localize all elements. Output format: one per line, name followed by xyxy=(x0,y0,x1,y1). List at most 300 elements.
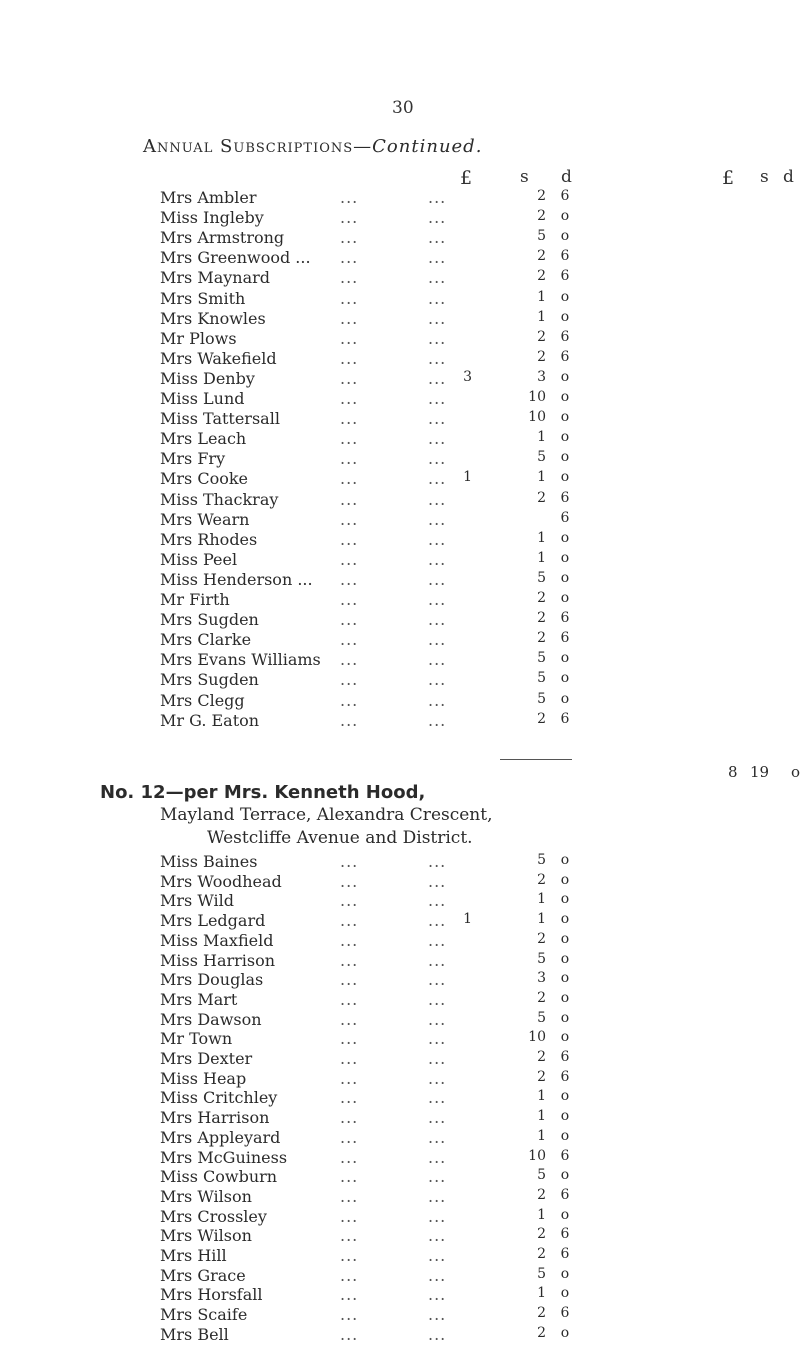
leader-dots: ... xyxy=(340,1226,359,1246)
amount-shillings: 5 xyxy=(537,1167,546,1184)
amount-shillings: 3 xyxy=(537,368,546,385)
subscriber-name: Miss Peel xyxy=(160,549,238,569)
page-number: 30 xyxy=(392,98,414,118)
amount-pence: 6 xyxy=(560,248,570,265)
leader-dots: ... xyxy=(340,1324,359,1344)
subscriber-name: Mrs Ledgard xyxy=(160,911,266,931)
total-rule xyxy=(500,759,572,760)
leader-dots: ... xyxy=(428,650,447,670)
amount-shillings: 2 xyxy=(537,268,546,285)
subscriber-name: Mr G. Eaton xyxy=(160,710,260,730)
list-item xyxy=(0,970,801,990)
amount-shillings: 2 xyxy=(537,1049,546,1065)
amount-pence: 6 xyxy=(560,710,570,727)
subscriber-name: Mrs Fry xyxy=(160,449,226,469)
amount-pence: o xyxy=(560,1167,570,1184)
subscriber-name: Mrs Sugden xyxy=(160,610,259,630)
list-item xyxy=(0,570,801,590)
subscriber-name: Mrs Leach xyxy=(160,429,247,449)
subscriber-name: Mrs Clarke xyxy=(160,630,252,650)
amount-shillings: 1 xyxy=(537,1088,546,1105)
amount-pence: 6 xyxy=(560,1147,570,1164)
leader-dots: ... xyxy=(428,1226,447,1246)
subscriber-name: Miss Cowburn xyxy=(160,1167,278,1187)
col-head-total-pound: £ xyxy=(722,167,735,189)
leader-dots: ... xyxy=(340,469,359,489)
leader-dots: ... xyxy=(428,268,447,288)
list-item xyxy=(0,268,801,288)
leader-dots: ... xyxy=(428,569,447,589)
subscriber-name: Miss Heap xyxy=(160,1068,247,1088)
amount-pence: o xyxy=(560,852,570,868)
leader-dots: ... xyxy=(340,248,359,268)
list-item xyxy=(0,248,801,268)
leader-dots: ... xyxy=(340,529,359,549)
subscriber-name: Mr Town xyxy=(160,1029,233,1049)
leader-dots: ... xyxy=(428,1108,447,1128)
leader-dots: ... xyxy=(428,930,447,950)
amount-pence: o xyxy=(560,228,570,245)
amount-pence: o xyxy=(560,891,570,908)
list-item xyxy=(0,550,801,570)
section-title: No. 12—per Mrs. Kenneth Hood, xyxy=(100,782,426,803)
leader-dots: ... xyxy=(428,1324,447,1344)
subscriber-name: Mrs Wakefield xyxy=(160,348,277,368)
leader-dots: ... xyxy=(428,1147,447,1167)
leader-dots: ... xyxy=(428,950,447,970)
leader-dots: ... xyxy=(340,650,359,670)
list-item xyxy=(0,1285,801,1305)
amount-shillings: 1 xyxy=(537,891,546,908)
amount-pence: o xyxy=(560,1029,570,1046)
amount-pence: o xyxy=(560,368,570,385)
amount-pence: o xyxy=(560,1088,570,1105)
leader-dots: ... xyxy=(340,852,359,871)
amount-pence: 6 xyxy=(560,630,570,647)
leader-dots: ... xyxy=(428,1127,447,1147)
amount-pence: o xyxy=(560,950,570,967)
amount-shillings: 10 xyxy=(528,1029,546,1046)
list-item xyxy=(0,1187,801,1207)
amount-pounds: 3 xyxy=(463,368,472,385)
subscriber-name: Miss Tattersall xyxy=(160,409,280,429)
leader-dots: ... xyxy=(340,1127,359,1147)
leader-dots: ... xyxy=(340,950,359,970)
amount-shillings: 5 xyxy=(537,690,546,707)
list-item xyxy=(0,1069,801,1089)
list-item xyxy=(0,1325,801,1345)
amount-shillings: 5 xyxy=(537,1009,546,1026)
amount-pence: o xyxy=(560,1324,570,1341)
leader-dots: ... xyxy=(340,590,359,609)
leader-dots: ... xyxy=(340,1186,359,1206)
amount-shillings: 2 xyxy=(537,1305,546,1322)
subscriber-name: Mrs Woodhead xyxy=(160,871,282,891)
leader-dots: ... xyxy=(340,328,359,348)
amount-shillings: 2 xyxy=(537,630,546,647)
amount-shillings: 2 xyxy=(537,1324,546,1341)
amount-pence: 6 xyxy=(560,610,570,627)
col-head-pound: £ xyxy=(460,167,473,189)
leader-dots: ... xyxy=(428,449,447,469)
list-item xyxy=(0,208,801,228)
subscriber-name: Mrs Crossley xyxy=(160,1206,267,1226)
leader-dots: ... xyxy=(428,1167,447,1187)
list-item xyxy=(0,1305,801,1325)
list-item xyxy=(0,1246,801,1266)
list-item xyxy=(0,590,801,610)
amount-pence: o xyxy=(560,871,570,888)
subscriber-name: Mrs Armstrong xyxy=(160,228,285,248)
amount-pence: o xyxy=(560,549,570,566)
subscriber-name: Mrs Dexter xyxy=(160,1049,253,1068)
amount-pence: o xyxy=(560,1108,570,1125)
amount-shillings: 2 xyxy=(537,1246,546,1262)
leader-dots: ... xyxy=(340,429,359,449)
leader-dots: ... xyxy=(340,368,359,388)
subscriber-name: Mrs Dawson xyxy=(160,1009,262,1029)
leader-dots: ... xyxy=(428,911,447,931)
leader-dots: ... xyxy=(428,188,447,207)
leader-dots: ... xyxy=(340,1265,359,1285)
list-item xyxy=(0,670,801,690)
section-address-line1: Mayland Terrace, Alexandra Crescent, xyxy=(160,805,493,825)
amount-shillings: 2 xyxy=(537,1068,546,1085)
amount-pence: 6 xyxy=(560,489,570,506)
amount-shillings: 2 xyxy=(537,1226,546,1243)
amount-pence: o xyxy=(560,409,570,426)
leader-dots: ... xyxy=(428,891,447,911)
amount-shillings: 2 xyxy=(537,328,546,345)
amount-pence: o xyxy=(560,469,570,486)
subscriber-name: Mrs Maynard xyxy=(160,268,271,288)
list-item xyxy=(0,911,801,931)
heading-continued: Continued. xyxy=(372,136,483,157)
amount-pence: o xyxy=(560,1009,570,1026)
list-item xyxy=(0,711,801,731)
list-item xyxy=(0,490,801,510)
list-item xyxy=(0,449,801,469)
leader-dots: ... xyxy=(340,1285,359,1305)
col-head-total-pence: d xyxy=(783,167,794,187)
amount-pence: o xyxy=(560,1265,570,1282)
leader-dots: ... xyxy=(428,1285,447,1305)
leader-dots: ... xyxy=(340,1246,359,1265)
amount-pence: 6 xyxy=(560,1305,570,1322)
amount-pence: o xyxy=(560,429,570,446)
subscriber-name: Mrs Scaife xyxy=(160,1305,248,1325)
list-item xyxy=(0,1088,801,1108)
list-item xyxy=(0,610,801,630)
leader-dots: ... xyxy=(428,1186,447,1206)
leader-dots: ... xyxy=(340,970,359,990)
col-head-total-shillings: s xyxy=(760,167,769,187)
page-heading xyxy=(143,136,482,157)
amount-shillings: 5 xyxy=(537,228,546,245)
list-item xyxy=(0,1108,801,1128)
subscriber-name: Mrs McGuiness xyxy=(160,1147,288,1167)
leader-dots: ... xyxy=(428,590,447,609)
leader-dots: ... xyxy=(428,630,447,650)
leader-dots: ... xyxy=(428,1068,447,1088)
list-item xyxy=(0,1148,801,1168)
subscriber-name: Miss Thackray xyxy=(160,489,279,509)
amount-pence: o xyxy=(560,1285,570,1302)
amount-pence: o xyxy=(560,308,570,325)
list-item xyxy=(0,1128,801,1148)
list-item xyxy=(0,188,801,208)
amount-shillings: 1 xyxy=(537,1206,546,1223)
leader-dots: ... xyxy=(340,710,359,730)
amount-pence: o xyxy=(560,930,570,947)
leader-dots: ... xyxy=(340,1009,359,1029)
subscriber-name: Mrs Rhodes xyxy=(160,529,258,549)
subscriber-name: Mrs Ambler xyxy=(160,188,257,207)
subscriber-name: Mrs Wild xyxy=(160,891,234,911)
total-pounds: 8 xyxy=(728,763,738,781)
amount-shillings: 1 xyxy=(537,911,546,928)
leader-dots: ... xyxy=(340,188,359,207)
amount-pence: o xyxy=(560,449,570,466)
leader-dots: ... xyxy=(428,610,447,630)
col-head-shillings: s xyxy=(520,167,529,187)
list-item xyxy=(0,872,801,892)
list-item xyxy=(0,510,801,530)
leader-dots: ... xyxy=(340,509,359,529)
subscriber-name: Mrs Wilson xyxy=(160,1226,252,1246)
subscriber-name: Mrs Greenwood ... xyxy=(160,248,311,268)
amount-pence: o xyxy=(560,650,570,667)
leader-dots: ... xyxy=(428,409,447,429)
subscriber-name: Mrs Smith xyxy=(160,288,246,308)
amount-shillings: 5 xyxy=(537,950,546,967)
amount-shillings: 1 xyxy=(537,308,546,325)
leader-dots: ... xyxy=(340,871,359,891)
leader-dots: ... xyxy=(428,368,447,388)
amount-shillings: 2 xyxy=(537,590,546,606)
amount-shillings: 2 xyxy=(537,871,546,888)
leader-dots: ... xyxy=(340,670,359,690)
subscriber-name: Miss Lund xyxy=(160,389,245,408)
leader-dots: ... xyxy=(340,1029,359,1049)
amount-pence: o xyxy=(560,1206,570,1223)
amount-shillings: 2 xyxy=(537,208,546,225)
leader-dots: ... xyxy=(340,911,359,931)
leader-dots: ... xyxy=(340,1167,359,1187)
amount-pence: o xyxy=(560,911,570,928)
subscriber-name: Miss Henderson ... xyxy=(160,569,313,589)
leader-dots: ... xyxy=(340,630,359,650)
subscriber-name: Mrs Hill xyxy=(160,1246,227,1265)
list-item xyxy=(0,650,801,670)
amount-shillings: 2 xyxy=(537,489,546,506)
col-head-pence: d xyxy=(561,167,572,187)
amount-shillings: 3 xyxy=(537,970,546,987)
leader-dots: ... xyxy=(340,268,359,288)
list-item xyxy=(0,530,801,550)
amount-pence: 6 xyxy=(560,348,570,365)
amount-pence: 6 xyxy=(560,328,570,345)
list-item xyxy=(0,931,801,951)
list-item xyxy=(0,1049,801,1069)
amount-pence: o xyxy=(560,529,570,546)
amount-shillings: 2 xyxy=(537,1186,546,1203)
subscriber-name: Mrs Appleyard xyxy=(160,1127,281,1147)
leader-dots: ... xyxy=(428,308,447,328)
amount-shillings: 1 xyxy=(537,429,546,446)
leader-dots: ... xyxy=(428,489,447,509)
leader-dots: ... xyxy=(428,549,447,569)
amount-pence: 6 xyxy=(560,1246,570,1262)
list-item xyxy=(0,289,801,309)
leader-dots: ... xyxy=(428,509,447,529)
subscriber-name: Mr Plows xyxy=(160,328,237,348)
list-item xyxy=(0,1266,801,1286)
leader-dots: ... xyxy=(428,248,447,268)
amount-shillings: 2 xyxy=(537,348,546,365)
subscriber-name: Miss Denby xyxy=(160,368,255,388)
leader-dots: ... xyxy=(428,348,447,368)
subscriber-name: Mrs Harrison xyxy=(160,1108,270,1128)
leader-dots: ... xyxy=(428,710,447,730)
amount-shillings: 10 xyxy=(528,389,546,405)
leader-dots: ... xyxy=(428,1305,447,1325)
amount-shillings: 2 xyxy=(537,188,546,204)
subscriber-name: Miss Baines xyxy=(160,852,258,871)
leader-dots: ... xyxy=(428,1009,447,1029)
subscriber-name: Mrs Cooke xyxy=(160,469,248,489)
leader-dots: ... xyxy=(428,670,447,690)
heading-dash: — xyxy=(353,136,373,157)
list-item xyxy=(0,429,801,449)
amount-pence: o xyxy=(560,208,570,225)
amount-shillings: 1 xyxy=(537,1108,546,1125)
list-item xyxy=(0,228,801,248)
leader-dots: ... xyxy=(428,208,447,228)
leader-dots: ... xyxy=(340,891,359,911)
leader-dots: ... xyxy=(340,1108,359,1128)
leader-dots: ... xyxy=(428,328,447,348)
leader-dots: ... xyxy=(340,690,359,710)
amount-pence: 6 xyxy=(560,1186,570,1203)
leader-dots: ... xyxy=(340,1088,359,1108)
list-item xyxy=(0,329,801,349)
list-item xyxy=(0,409,801,429)
subscriber-name: Mrs Mart xyxy=(160,989,238,1009)
leader-dots: ... xyxy=(340,389,359,408)
leader-dots: ... xyxy=(340,288,359,308)
leader-dots: ... xyxy=(340,449,359,469)
leader-dots: ... xyxy=(340,610,359,630)
amount-shillings: 1 xyxy=(537,1127,546,1144)
leader-dots: ... xyxy=(428,1049,447,1068)
subscriber-name: Mrs Wilson xyxy=(160,1186,252,1206)
leader-dots: ... xyxy=(428,852,447,871)
leader-dots: ... xyxy=(340,549,359,569)
amount-pence: o xyxy=(560,970,570,987)
list-item xyxy=(0,369,801,389)
amount-shillings: 5 xyxy=(537,670,546,687)
leader-dots: ... xyxy=(340,1147,359,1167)
leader-dots: ... xyxy=(340,1206,359,1226)
list-item xyxy=(0,389,801,409)
leader-dots: ... xyxy=(340,1068,359,1088)
amount-pence: o xyxy=(560,989,570,1006)
subscriber-name: Miss Ingleby xyxy=(160,208,264,228)
list-item xyxy=(0,309,801,329)
amount-pence: 6 xyxy=(560,188,570,204)
amount-pounds: 1 xyxy=(463,469,472,486)
amount-shillings: 5 xyxy=(537,1265,546,1282)
amount-shillings: 10 xyxy=(528,1147,546,1164)
subscriber-name: Mrs Clegg xyxy=(160,690,245,710)
list-item xyxy=(0,1167,801,1187)
amount-shillings: 2 xyxy=(537,989,546,1006)
amount-pence: o xyxy=(560,1127,570,1144)
amount-shillings: 2 xyxy=(537,610,546,627)
leader-dots: ... xyxy=(340,1049,359,1068)
leader-dots: ... xyxy=(428,989,447,1009)
leader-dots: ... xyxy=(428,690,447,710)
leader-dots: ... xyxy=(340,1305,359,1325)
amount-pence: o xyxy=(560,288,570,305)
leader-dots: ... xyxy=(340,409,359,429)
subscriber-name: Miss Maxfield xyxy=(160,930,274,950)
list-item xyxy=(0,990,801,1010)
subscriber-name: Mrs Grace xyxy=(160,1265,246,1285)
list-item xyxy=(0,1010,801,1030)
amount-shillings: 5 xyxy=(537,449,546,466)
leader-dots: ... xyxy=(428,1206,447,1226)
leader-dots: ... xyxy=(340,228,359,248)
leader-dots: ... xyxy=(428,529,447,549)
amount-shillings: 2 xyxy=(537,930,546,947)
list-item xyxy=(0,691,801,711)
subscriber-name: Mrs Sugden xyxy=(160,670,259,690)
subscriber-name: Miss Harrison xyxy=(160,950,276,970)
list-item xyxy=(0,1029,801,1049)
list-item xyxy=(0,951,801,971)
amount-shillings: 1 xyxy=(537,469,546,486)
amount-shillings: 5 xyxy=(537,569,546,586)
leader-dots: ... xyxy=(428,1265,447,1285)
leader-dots: ... xyxy=(340,989,359,1009)
amount-pounds: 1 xyxy=(463,911,472,928)
list-item xyxy=(0,469,801,489)
amount-pence: o xyxy=(560,670,570,687)
amount-shillings: 1 xyxy=(537,288,546,305)
leader-dots: ... xyxy=(428,970,447,990)
amount-pence: o xyxy=(560,569,570,586)
amount-shillings: 5 xyxy=(537,852,546,868)
subscriber-name: Mrs Horsfall xyxy=(160,1285,263,1305)
list-item xyxy=(0,852,801,872)
leader-dots: ... xyxy=(428,1088,447,1108)
amount-shillings: 2 xyxy=(537,710,546,727)
amount-shillings: 5 xyxy=(537,650,546,667)
amount-shillings: 1 xyxy=(537,529,546,546)
leader-dots: ... xyxy=(340,308,359,328)
amount-pence: o xyxy=(560,690,570,707)
leader-dots: ... xyxy=(428,389,447,408)
amount-pence: 6 xyxy=(560,509,570,526)
amount-shillings: 10 xyxy=(528,409,546,426)
subscriber-name: Mrs Wearn xyxy=(160,509,250,529)
amount-shillings: 1 xyxy=(537,1285,546,1302)
subscriber-name: Miss Critchley xyxy=(160,1088,278,1108)
leader-dots: ... xyxy=(340,348,359,368)
leader-dots: ... xyxy=(428,228,447,248)
